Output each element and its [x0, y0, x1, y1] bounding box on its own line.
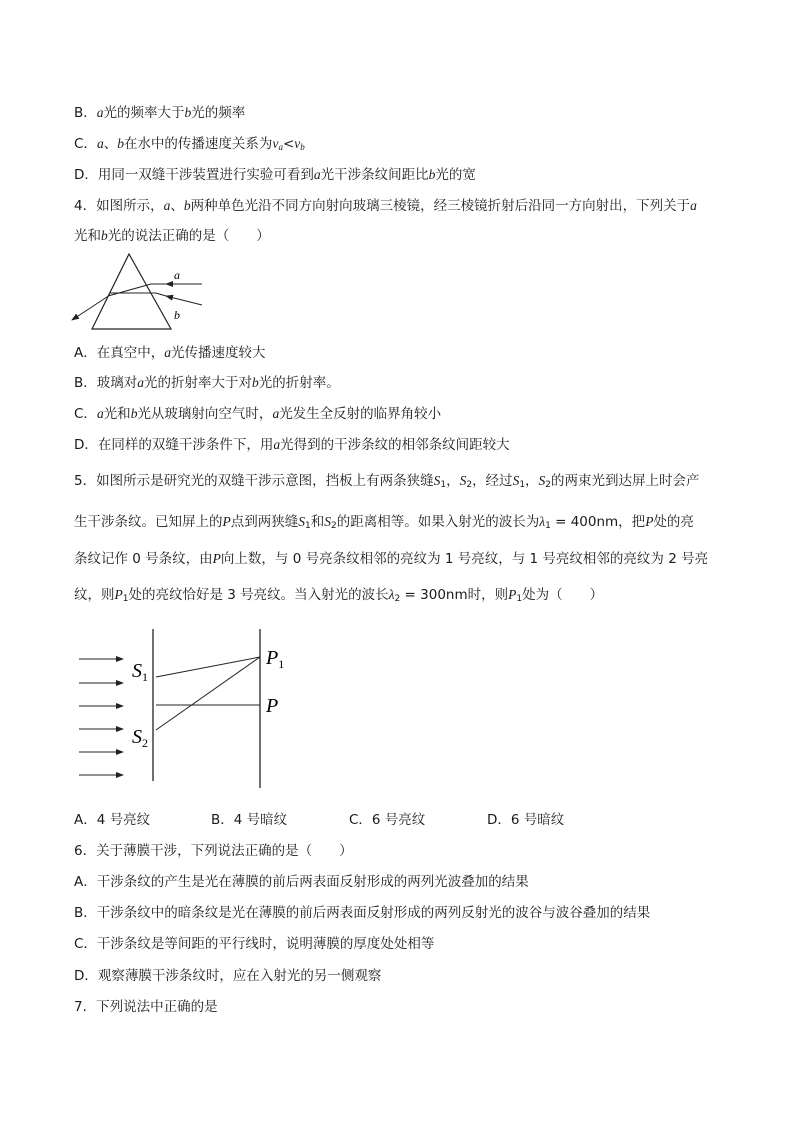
ray-exit: [72, 295, 110, 320]
q4-stem-line2: 光和b光的说法正确的是（ ）: [74, 228, 270, 244]
label-p1: $P_1$: [266, 647, 285, 671]
label-s1: $S_1$: [132, 660, 148, 684]
q3-option-b: B．a光的频率大于b光的频率: [74, 105, 246, 121]
q5-option-a: A．4 号亮纹: [74, 812, 151, 828]
q6-option-d: D．观察薄膜干涉条纹时，应在入射光的另一侧观察: [74, 968, 382, 984]
q4-stem-line1: 4．如图所示，a、b两种单色光沿不同方向射向玻璃三棱镜，经三棱镜折射后沿同一方向射出，下列关于a: [74, 198, 697, 214]
ray-b-label: b: [174, 308, 180, 322]
q4-option-d: D．在同样的双缝干涉条件下，用a光得到的干涉条纹的相邻条纹间距较大: [74, 437, 510, 453]
q5-option-c: C．6 号亮纹: [349, 812, 426, 828]
q5-stem-line1: 5．如图所示是研究光的双缝干涉示意图，挡板上有两条狭缝$S_1$，$S_2$，经过$S_1$，$S_2$的两束光到达屏上时会产: [74, 473, 700, 490]
q5-stem-line3: 条纹记作 0 号条纹，由P向上数，与 0 号亮条纹相邻的亮纹为 1 号亮纹，与 1 号亮纹相邻的亮纹为 2 号亮: [74, 551, 709, 567]
q3-option-d: D．用同一双缝干涉装置进行实验可看到a光干涉条纹间距比b光的宽: [74, 167, 476, 183]
q5-option-b: B．4 号暗纹: [211, 812, 288, 828]
label-s2: $S_2$: [132, 726, 148, 750]
q5-stem-line2: 生干涉条纹。已知屏上的P点到两狭缝$S_1$和$S_2$的距离相等。如果入射光的波长为$\lambda_1 = 400nm$，把P处的亮: [74, 514, 694, 531]
q4-option-b: B．玻璃对a光的折射率大于对b光的折射率。: [74, 375, 340, 391]
q3-option-c: C．a、b在水中的传播速度关系为$v_a<v_b$: [74, 136, 305, 152]
q6-stem: 6．关于薄膜干涉，下列说法正确的是（ ）: [74, 843, 353, 859]
double-slit-figure: [76, 626, 296, 792]
q4-option-c: C．a光和b光从玻璃射向空气时，a光发生全反射的临界角较小: [74, 406, 442, 422]
ray-a-label: a: [174, 268, 180, 282]
ray-s1-p1: [156, 657, 260, 677]
ray-s2-p1: [156, 657, 260, 730]
ray-b-path: [110, 293, 166, 296]
q4-option-a: A．在真空中，a光传播速度较大: [74, 345, 266, 361]
q5-option-d: D．6 号暗纹: [487, 812, 565, 828]
ray-b-incident: [166, 296, 202, 305]
q5-options: [74, 811, 714, 829]
q5-stem-line4: 纹，则$P_1$处的亮纹恰好是 3 号亮纹。当入射光的波长$\lambda_2 = 300nm$时，则$P_1$处为（ ）: [74, 587, 604, 604]
q6-option-b: B．干涉条纹中的暗条纹是光在薄膜的前后两表面反射形成的两列反射光的波谷与波谷叠加的结果: [74, 905, 651, 921]
prism-triangle: [92, 254, 171, 329]
ray-a-path: [108, 284, 166, 296]
q6-option-a: A．干涉条纹的产生是光在薄膜的前后两表面反射形成的两列光波叠加的结果: [74, 874, 529, 890]
q6-option-c: C．干涉条纹是等间距的平行线时，说明薄膜的厚度处处相等: [74, 936, 435, 952]
prism-figure: [66, 248, 216, 334]
label-p: P: [266, 695, 279, 717]
q7-stem: 7．下列说法中正确的是: [74, 999, 218, 1015]
